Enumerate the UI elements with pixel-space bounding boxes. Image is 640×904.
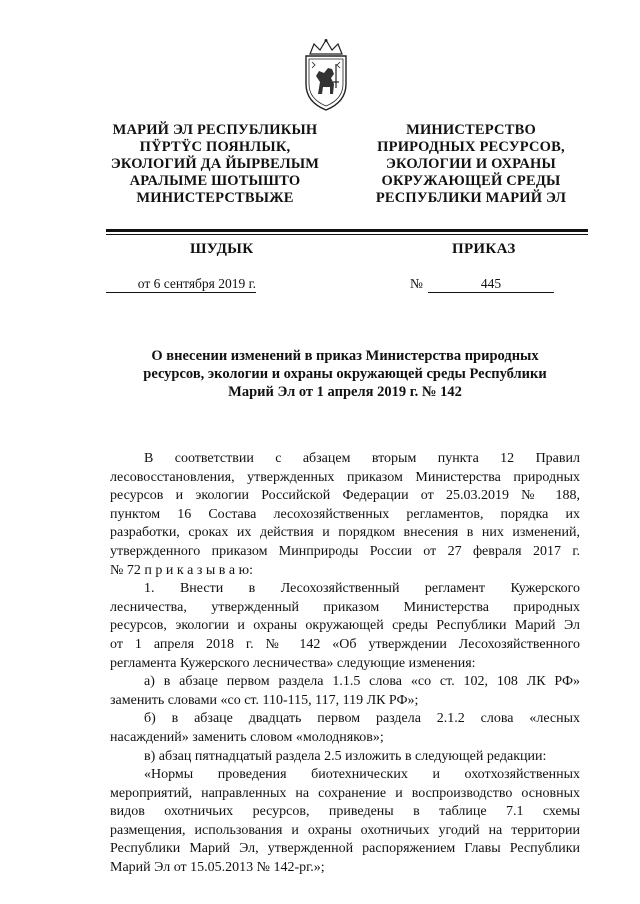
body-line: лесовосстановления, утвержденных приказом Министерства природных xyxy=(110,469,580,485)
body-line: ресурсов, экологии и охраны окружающей среды Республики Марий Эл xyxy=(110,618,580,634)
header-line: РЕСПУБЛИКИ МАРИЙ ЭЛ xyxy=(375,190,567,206)
body-line: а) в абзаце первом раздела 1.1.5 слова «со ст. 102, 108 ЛК РФ» xyxy=(144,674,580,690)
body-line: «Нормы проведения биотехнических и охотхозяйственных xyxy=(144,767,580,783)
title-line: О внесении изменений в приказ Министерства природных xyxy=(151,348,539,364)
order-title xyxy=(115,347,575,401)
body-line: 1. Внести в Лесохозяйственный регламент Кужерского xyxy=(144,581,580,597)
body-line: В соответствии с абзацем вторым пункта 12 Правил xyxy=(144,451,580,466)
body-line: пунктом 16 Состава лесохозяйственных регламентов, порядка их xyxy=(110,506,580,522)
body-line: в) абзац пятнадцатый раздела 2.5 изложить в следующей редакции: xyxy=(144,748,547,764)
body-line: заменить словами «со ст. 110-115, 117, 119 ЛК РФ»; xyxy=(110,692,419,708)
header-russian-name xyxy=(360,122,582,207)
title-line: Марий Эл от 1 апреля 2019 г. № 142 xyxy=(228,384,462,400)
body-line: насаждений» заменить словом «молодняков»; xyxy=(110,729,384,745)
order-body xyxy=(110,450,580,878)
body-line: мероприятий, направленных на сохранение и воспроизводство основных xyxy=(110,785,580,801)
header-line: ЭКОЛОГИЙ ДА ЙЫРВЕЛЫМ xyxy=(110,156,320,172)
header-line: ПРИРОДНЫХ РЕСУРСОВ, xyxy=(377,139,565,155)
header-line: ЭКОЛОГИИ И ОХРАНЫ xyxy=(386,156,556,172)
body-line: видов охотничьих ресурсов, приведены в таблице 7.1 схемы xyxy=(110,804,580,820)
header-rule-thin xyxy=(106,234,588,235)
header-line: ПŸРТŸС ПОЯНЛЫК, xyxy=(139,139,291,155)
body-line: Марий Эл от 15.05.2013 № 142-рг.»; xyxy=(110,860,325,876)
body-line: № 72 п р и к а з ы в а ю: xyxy=(110,562,253,578)
body-line: б) в абзаце двадцать первом раздела 2.1.2 слова «лесных xyxy=(144,711,580,727)
body-line: разработки, сроках их действия и порядком внесения в них изменений, xyxy=(110,525,580,541)
body-line: Республики Марий Эл, утвержденной распоряжением Главы Республики xyxy=(110,841,580,857)
doc-type-russian: ПРИКАЗ xyxy=(452,241,516,257)
header-line: ОКРУЖАЮЩЕЙ СРЕДЫ xyxy=(381,173,561,189)
header-rule-thick xyxy=(106,229,588,232)
header-line: МИНИСТЕРСТВО xyxy=(406,122,536,138)
header-line: АРАЛЫМЕ ШОТЫШТО xyxy=(129,173,301,189)
body-line: регламента Кужерского лесничества» следующие изменения: xyxy=(110,655,476,671)
number-sign: № xyxy=(410,276,423,291)
header-mari-name xyxy=(100,122,330,207)
body-line: размещения, использования и охраны охотничьих угодий на территории xyxy=(110,822,580,838)
coat-of-arms-icon xyxy=(300,38,352,112)
body-line: лесничества, утвержденный приказом Министерства природных xyxy=(110,599,580,615)
order-date: от 6 сентября 2019 г. xyxy=(106,276,256,293)
body-line: ресурсов и экологии Российской Федерации от 25.03.2019 № 188, xyxy=(110,488,580,504)
body-line: от 1 апреля 2018 г. № 142 «Об утверждении Лесохозяйственного xyxy=(110,636,580,652)
header-line: МИНИСТЕРСТВЫЖЕ xyxy=(136,190,294,206)
order-number: 445 xyxy=(428,276,554,293)
header-line: МАРИЙ ЭЛ РЕСПУБЛИКЫН xyxy=(112,122,318,138)
doc-type-mari: ШУДЫК xyxy=(190,241,254,257)
body-line: утвержденного приказом Минприроды России от 27 февраля 2017 г. xyxy=(110,543,580,559)
title-line: ресурсов, экологии и охраны окружающей среды Республики xyxy=(143,366,547,382)
